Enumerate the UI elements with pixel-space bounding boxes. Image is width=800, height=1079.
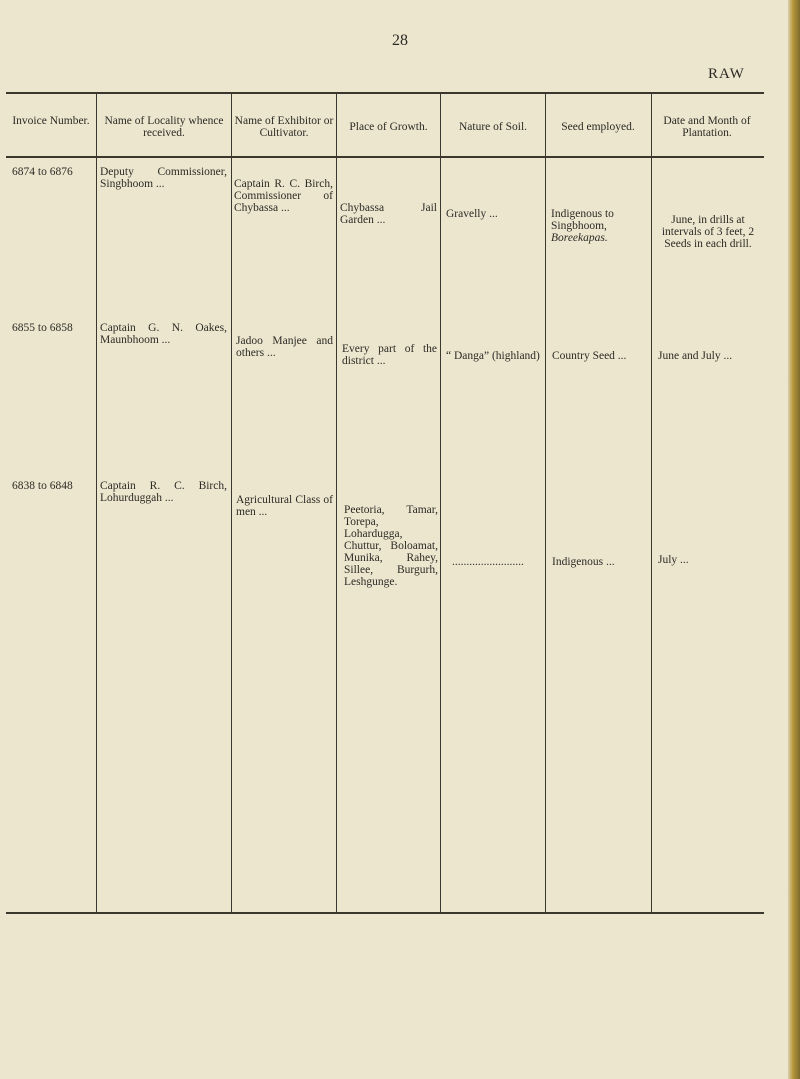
cell-invoice: 6874 to 6876 [12, 166, 73, 178]
cell-exhibitor: Captain R. C. Birch, Commissioner of Chybassa ... [234, 178, 333, 214]
cell-date: June and July ... [658, 350, 733, 362]
cell-invoice: 6838 to 6848 [12, 480, 73, 492]
cell-date: July ... [658, 554, 689, 566]
page-number: 28 [392, 32, 408, 49]
header-date-of-plantation: Date and Month of Plantation. [663, 115, 751, 139]
cell-exhibitor: Jadoo Manjee and others ... [236, 335, 333, 359]
column-divider [96, 92, 97, 912]
running-head: RAW [708, 66, 745, 82]
cell-place: Peetoria, Tamar, Torepa, Lohardugga, Chuttur, Boloamat, Munika, Rahey, Sillee, Burgurh, Leshgunge. [344, 504, 438, 588]
table-bottom-rule [6, 912, 764, 914]
cell-seed [551, 208, 649, 244]
cell-date: June, in drills at intervals of 3 feet, 2 Seeds in each drill. [661, 214, 755, 250]
cell-locality: Captain G. N. Oakes, Maunbhoom ... [100, 322, 227, 346]
header-invoice-number: Invoice Number. [12, 115, 90, 127]
column-divider [231, 92, 232, 912]
header-seed-employed: Seed employed. [561, 121, 635, 133]
seed-text: Indigenous to Singbhoom, [551, 208, 614, 232]
column-divider [440, 92, 441, 912]
cell-place: Chybassa Jail Garden ... [340, 202, 437, 226]
header-place-of-growth: Place of Growth. [349, 121, 428, 133]
cell-seed: Indigenous ... [552, 556, 615, 568]
column-divider [651, 92, 652, 912]
cell-invoice: 6855 to 6858 [12, 322, 73, 334]
cell-place: Every part of the district ... [342, 343, 437, 367]
header-exhibitor: Name of Exhibitor or Cultivator. [234, 115, 334, 139]
cell-locality: Deputy Commissioner, Singbhoom ... [100, 166, 227, 190]
cell-locality: Captain R. C. Birch, Lohurduggah ... [100, 480, 227, 504]
cell-soil: Gravelly ... [446, 208, 498, 220]
header-nature-of-soil: Nature of Soil. [458, 121, 528, 133]
header-locality: Name of Locality whence received. [104, 115, 224, 139]
page-edge [788, 0, 800, 1079]
cell-exhibitor: Agricultural Class of men ... [236, 494, 333, 518]
column-divider [336, 92, 337, 912]
cell-seed: Country Seed ... [552, 350, 627, 362]
seed-variety-text: Boreekapas. [551, 232, 608, 244]
cell-soil: ......................... [452, 556, 524, 568]
column-divider [545, 92, 546, 912]
cell-soil: “ Danga” (highland) [446, 350, 540, 362]
